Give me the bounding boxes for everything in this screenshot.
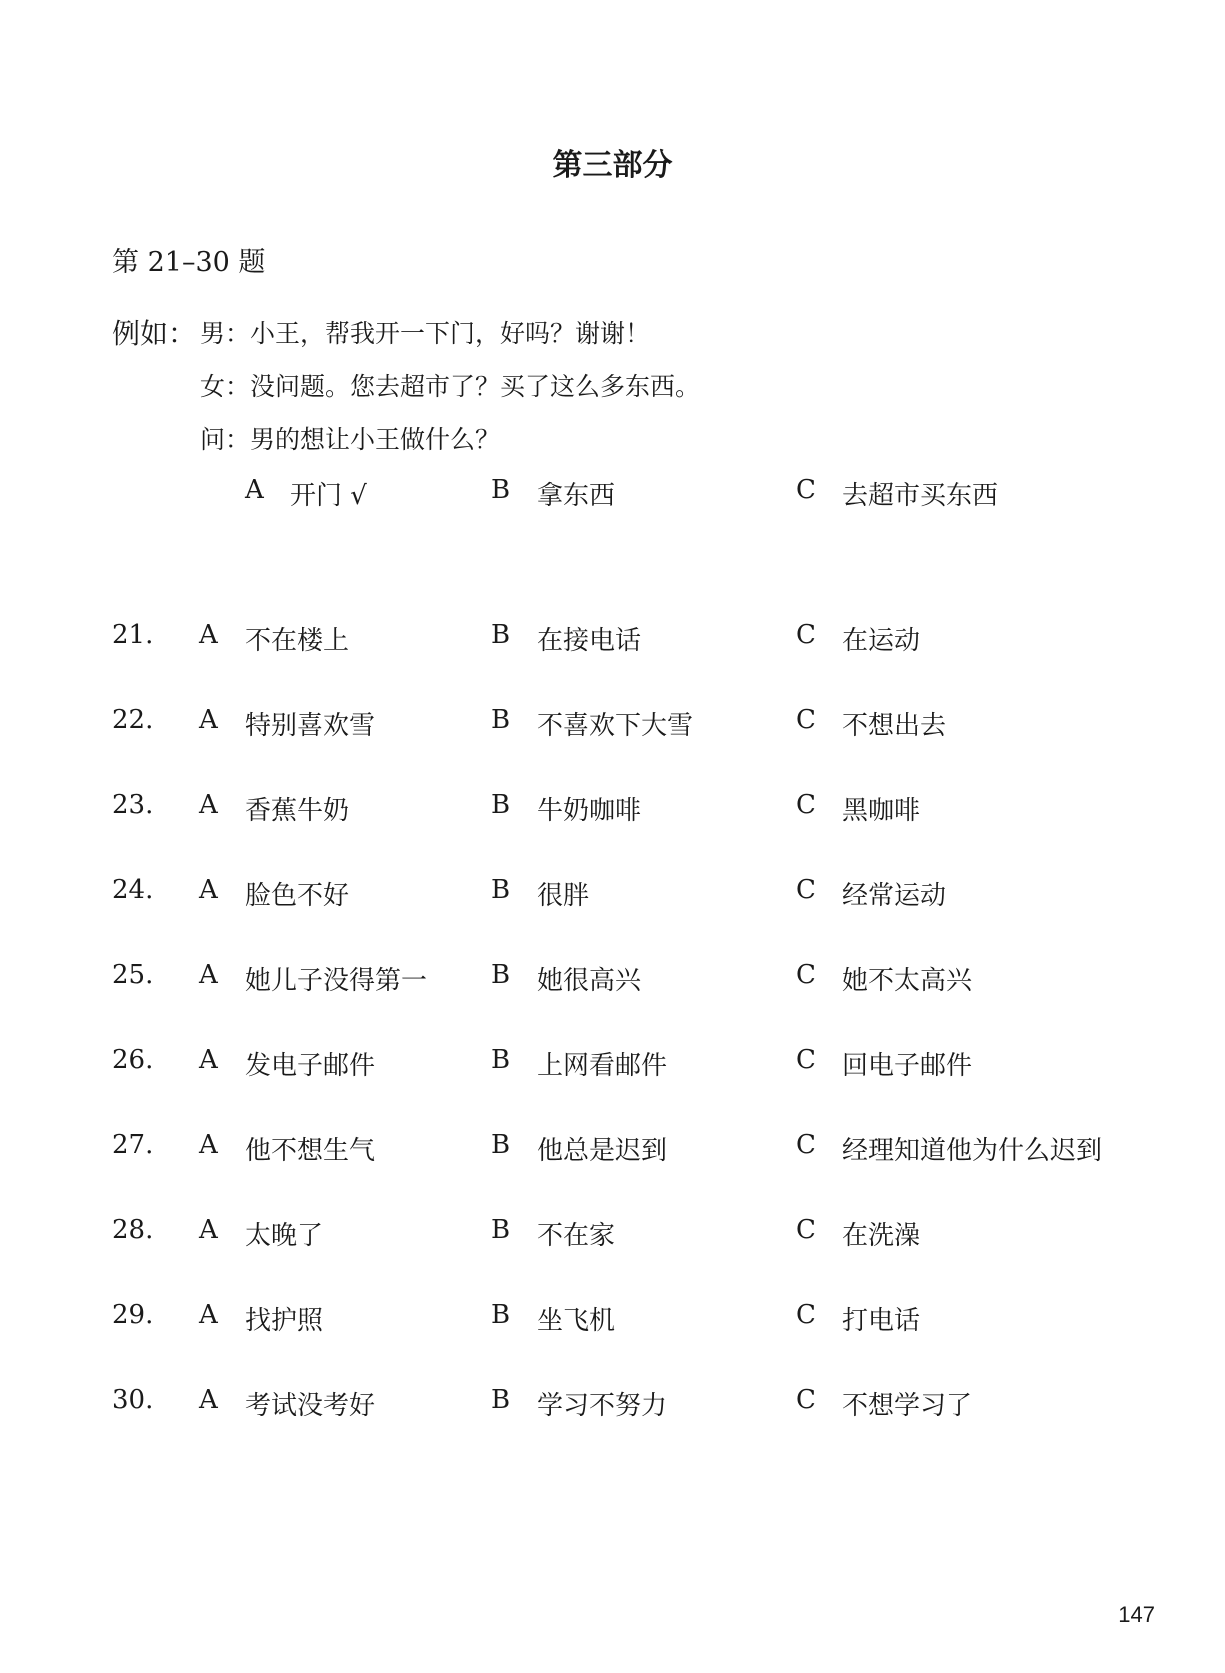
option-letter: B: [491, 620, 511, 650]
example-option-text: 拿东西: [537, 481, 616, 511]
option-letter: C: [796, 1130, 816, 1160]
option-letter: B: [491, 1300, 511, 1330]
option-text: 他不想生气: [245, 1136, 376, 1166]
option-letter: C: [796, 1300, 816, 1330]
option-letter: B: [491, 960, 511, 990]
question-number: 21.: [112, 620, 154, 650]
option-letter: C: [796, 875, 816, 905]
example-option-text: 开门 √: [290, 481, 367, 511]
option-letter: A: [199, 790, 218, 820]
option-letter: C: [796, 1045, 816, 1075]
option-text: 她儿子没得第一: [245, 966, 428, 996]
option-text: 不在楼上: [245, 626, 350, 656]
option-letter: A: [199, 875, 218, 905]
option-text: 找护照: [245, 1306, 324, 1336]
option-letter: B: [491, 1215, 511, 1245]
example-label: 例如：: [112, 317, 197, 350]
option-letter: B: [491, 705, 511, 735]
question-number: 26.: [112, 1045, 154, 1075]
question-number: 27.: [112, 1130, 154, 1160]
example-option-letter: C: [796, 475, 816, 505]
option-text: 回电子邮件: [842, 1051, 973, 1081]
example-option-text: 去超市买东西: [842, 481, 999, 511]
option-text: 在接电话: [537, 626, 642, 656]
option-text: 脸色不好: [245, 881, 350, 911]
page-number: 147: [1118, 1602, 1155, 1627]
example-option-letter: B: [491, 475, 511, 505]
option-letter: A: [199, 620, 218, 650]
option-text: 经常运动: [842, 881, 947, 911]
option-text: 太晚了: [245, 1221, 324, 1251]
option-letter: C: [796, 1215, 816, 1245]
option-text: 她很高兴: [537, 966, 642, 996]
question-number: 28.: [112, 1215, 154, 1245]
option-letter: B: [491, 875, 511, 905]
option-text: 她不太高兴: [842, 966, 973, 996]
option-text: 考试没考好: [245, 1391, 376, 1421]
option-letter: B: [491, 1385, 511, 1415]
option-letter: A: [199, 1300, 218, 1330]
question-number: 24.: [112, 875, 154, 905]
example-line-woman: 女：没问题。您去超市了？买了这么多东西。: [200, 372, 701, 401]
option-letter: C: [796, 1385, 816, 1415]
option-text: 在洗澡: [842, 1221, 921, 1251]
option-text: 不在家: [537, 1221, 616, 1251]
option-text: 上网看邮件: [537, 1051, 668, 1081]
option-text: 发电子邮件: [245, 1051, 376, 1081]
option-letter: A: [199, 960, 218, 990]
option-letter: B: [491, 1045, 511, 1075]
option-text: 经理知道他为什么迟到: [842, 1136, 1103, 1166]
option-text: 在运动: [842, 626, 921, 656]
option-text: 不想出去: [842, 711, 947, 741]
option-letter: A: [199, 1215, 218, 1245]
option-letter: C: [796, 620, 816, 650]
option-letter: C: [796, 960, 816, 990]
example-option-letter: A: [245, 475, 264, 505]
option-text: 很胖: [537, 881, 590, 911]
option-text: 打电话: [842, 1306, 921, 1336]
option-text: 牛奶咖啡: [537, 796, 642, 826]
option-text: 坐飞机: [537, 1306, 616, 1336]
option-letter: A: [199, 1385, 218, 1415]
question-range: 第 21–30 题: [112, 247, 266, 278]
option-letter: A: [199, 1045, 218, 1075]
question-number: 25.: [112, 960, 154, 990]
option-letter: B: [491, 1130, 511, 1160]
option-text: 不想学习了: [842, 1391, 973, 1421]
example-line-man: 男：小王，帮我开一下门，好吗？谢谢！: [200, 319, 651, 348]
question-number: 22.: [112, 705, 154, 735]
question-number: 30.: [112, 1385, 154, 1415]
option-letter: C: [796, 790, 816, 820]
option-letter: B: [491, 790, 511, 820]
option-text: 学习不努力: [537, 1391, 668, 1421]
option-text: 香蕉牛奶: [245, 796, 350, 826]
option-text: 特别喜欢雪: [245, 711, 376, 741]
option-text: 不喜欢下大雪: [537, 711, 694, 741]
example-line-question: 问：男的想让小王做什么？: [200, 425, 501, 454]
question-number: 23.: [112, 790, 154, 820]
option-letter: A: [199, 705, 218, 735]
option-text: 黑咖啡: [842, 796, 921, 826]
option-text: 他总是迟到: [537, 1136, 668, 1166]
option-letter: C: [796, 705, 816, 735]
question-number: 29.: [112, 1300, 154, 1330]
section-title: 第三部分: [552, 148, 673, 183]
option-letter: A: [199, 1130, 218, 1160]
